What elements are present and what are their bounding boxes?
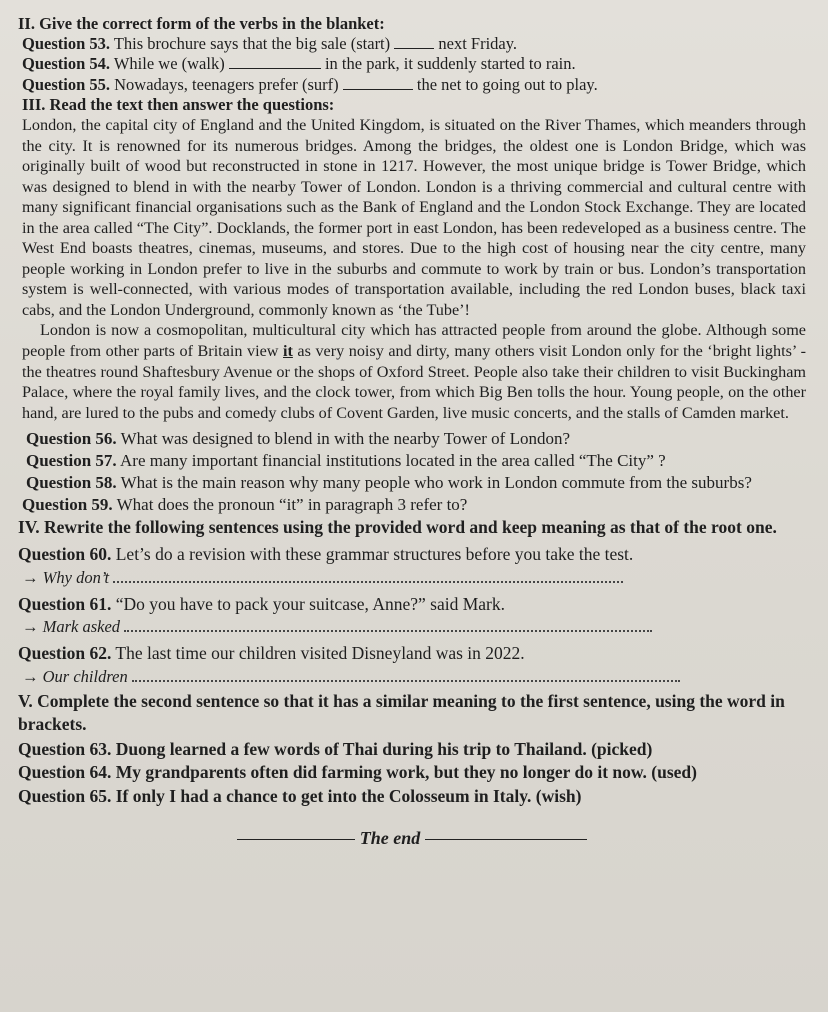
question-62-label: Question 62. (18, 643, 112, 663)
question-62 (18, 642, 806, 666)
answer-line-61[interactable] (124, 618, 652, 632)
question-54-text-after: in the park, it suddenly started to rain. (324, 54, 576, 74)
rewrite-prompt-62: → Our children (22, 666, 128, 686)
rewrite-line-61 (18, 616, 806, 638)
answer-blank-55[interactable] (343, 75, 413, 90)
question-55-text-after: the net to going out to play. (416, 74, 598, 94)
question-53 (18, 34, 806, 54)
reading-paragraph-2-part-b: as very noisy and dirty, many others visit London only for the ‘bright lights’ - the theatres round Shaftesbury Avenue or the shops of Oxford Street. People also take their children to visit Buckingham Palace, where the royal family lives, and the clock tower, from which Big Ben tolls the hour. Young people, on the other hand, are lured to the pubs and comedy clubs of Covent Garden, live music concerts, and the stalls of Camden market. (22, 341, 806, 423)
question-55-text-before: Nowadays, teenagers prefer (surf) (114, 74, 339, 94)
question-54-label: Question 54. (22, 54, 111, 74)
answer-line-62[interactable] (132, 668, 680, 682)
question-56 (18, 428, 806, 450)
question-64: Question 64. My grandparents often did farming work, but they no longer do it now. (used) (18, 762, 697, 782)
end-text: The end (359, 828, 421, 848)
question-57-label: Question 57. (26, 451, 117, 470)
section-2-heading: II. Give the correct form of the verbs in the blanket: (18, 14, 385, 33)
reading-paragraph-2-part-a: London is now a cosmopolitan, multicultural city which has attracted people from around the globe. Although some people from other parts of Britain view (22, 321, 806, 360)
underlined-pronoun-it: it (283, 341, 293, 360)
section-4-heading: IV. Rewrite the following sentences using the provided word and keep meaning as that of the root one. (18, 517, 777, 537)
question-53-text-before: This brochure says that the big sale (start) (113, 34, 391, 54)
rewrite-line-62 (18, 666, 806, 688)
question-60-label: Question 60. (18, 544, 112, 564)
question-58 (18, 472, 786, 494)
section-5-heading: V. Complete the second sentence so that it has a similar meaning to the first sentence, using the word in brackets. (18, 690, 785, 734)
question-65: Question 65. If only I had a chance to get into the Colosseum in Italy. (wish) (18, 785, 582, 806)
end-rule-right (425, 839, 587, 840)
question-57 (18, 450, 806, 472)
question-55-label: Question 55. (22, 74, 111, 94)
question-54-text-before: While we (walk) (113, 54, 225, 74)
question-60 (18, 543, 806, 567)
answer-blank-54[interactable] (229, 54, 321, 69)
question-61 (18, 593, 806, 617)
end-marker (18, 828, 806, 849)
question-62-text: The last time our children visited Disneyland was in 2022. (115, 643, 525, 663)
rewrite-prompt-61: → Mark asked (22, 617, 121, 636)
section-3-heading: III. Read the text then answer the questions: (22, 94, 335, 114)
question-53-text-after: next Friday. (438, 34, 518, 54)
question-58-text: What is the main reason why many people who work in London commute from the suburbs? (120, 473, 752, 492)
question-61-label: Question 61. (18, 593, 112, 614)
question-59-text: What does the pronoun “it” in paragraph 3 refer to? (116, 495, 468, 514)
reading-paragraph-2 (18, 320, 806, 424)
question-60-text: Let’s do a revision with these grammar structures before you take the test. (115, 544, 634, 564)
question-54 (18, 54, 806, 74)
rewrite-line-60 (18, 567, 806, 589)
rewrite-prompt-60: → Why don’t (22, 567, 110, 587)
answer-line-60[interactable] (113, 569, 623, 583)
question-55 (18, 75, 806, 95)
reading-paragraph-1: London, the capital city of England and the United Kingdom, is situated on the River Thames, which meanders through the city. It is renowned for its numerous bridges. Among the bridges, the oldest one is London Bridge, which was originally built of wood but reconstructed in stone in 1217. However, the most unique bridge is Tower Bridge, which was designed to blend in with the nearby Tower of London. London is a thriving commercial and cultural centre with many significant financial organisations such as the Bank of England and the London Stock Exchange. They are located in the area called “The City”. Docklands, the former port in east London, has been redeveloped as a business centre. The West End boasts theatres, cinemas, museums, and stores. Due to the high cost of housing near the city centre, many people working in London prefer to live in the suburbs and commute to work by train or bus. London’s transportation system is well-connected, with various modes of transportation available, including the red London buses, black taxi cabs, and the London Underground, commonly known as ‘the Tube’! (22, 116, 806, 319)
end-rule-left (237, 839, 355, 840)
question-56-text: What was designed to blend in with the nearby Tower of London? (120, 429, 570, 448)
question-61-text: “Do you have to pack your suitcase, Anne?” said Mark. (115, 593, 505, 614)
question-56-label: Question 56. (26, 429, 117, 448)
answer-blank-53[interactable] (394, 34, 434, 49)
question-57-text: Are many important financial institutions located in the area called “The City” ? (120, 451, 666, 470)
question-53-label: Question 53. (22, 34, 111, 54)
question-63: Question 63. Duong learned a few words of Thai during his trip to Thailand. (picked) (18, 738, 653, 759)
question-59 (18, 494, 806, 516)
question-58-label: Question 58. (26, 473, 117, 492)
question-59-label: Question 59. (22, 495, 113, 514)
